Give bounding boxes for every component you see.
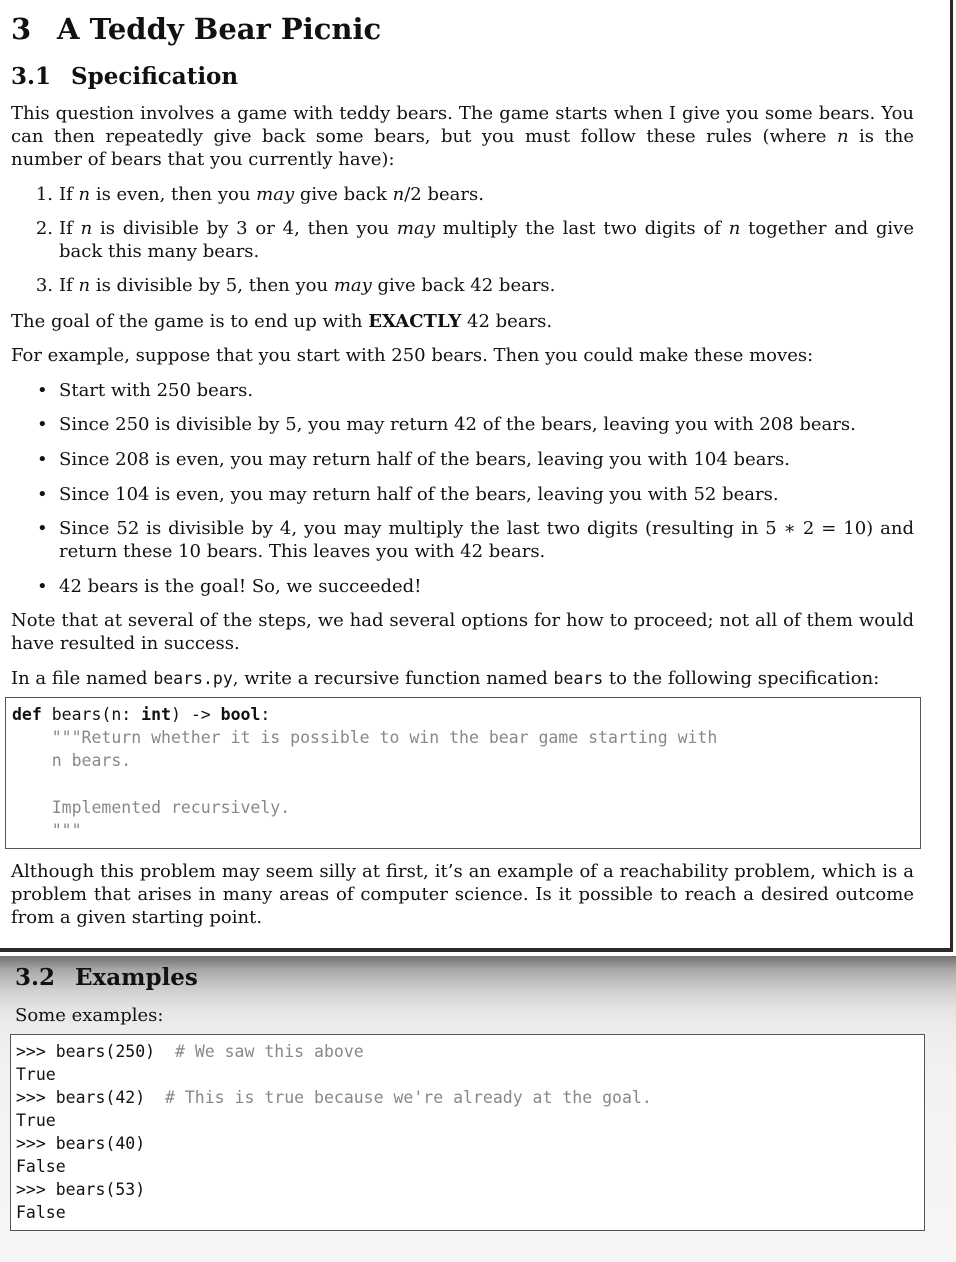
code-docstring: """	[12, 821, 82, 840]
rule-text: If	[59, 218, 81, 239]
code-keyword: bool	[220, 705, 261, 724]
bullet-icon: •	[37, 484, 48, 505]
intro-text-end: is the number of bears that you currently have):	[11, 126, 914, 170]
section-heading	[11, 12, 381, 46]
var-n: n	[392, 184, 405, 205]
rule-emphasis: may	[333, 275, 372, 296]
bullet-icon: •	[37, 449, 48, 470]
move-text: Start with 250 bears.	[59, 380, 254, 401]
example-result: True	[16, 1065, 56, 1084]
rule-text: multiply the last two digits of	[434, 218, 729, 239]
code-text: ) ->	[170, 705, 221, 724]
example-call	[16, 1178, 145, 1201]
intro-text: This question involves a game with teddy bears. The game starts when I give you some bears. You can then repeatedly give back some bears, but you must follow these rules (where	[11, 103, 914, 147]
rule-item	[35, 274, 914, 297]
move-item	[37, 517, 914, 563]
move-text: Since 104 is even, you may return half of the bears, leaving you with 52 bears.	[59, 484, 779, 505]
rule-text: /2 bears.	[404, 184, 484, 205]
subsection-number: 3.1	[11, 63, 52, 90]
example-result: False	[16, 1203, 66, 1222]
move-item	[37, 379, 914, 402]
list-marker: 3.	[35, 275, 53, 296]
move-text: Since 52 is divisible by 4, you may multiply the last two digits (resulting in 5 ∗ 2 = 10) and return these 10 bears. This leaves you with 42 bears.	[59, 518, 914, 562]
move-item	[37, 448, 914, 471]
bullet-icon: •	[37, 518, 48, 539]
rule-text: is even, then you	[90, 184, 257, 205]
var-n: n	[78, 184, 91, 205]
move-item	[37, 413, 914, 436]
task-text: , write a recursive function named	[232, 668, 554, 689]
function-name: bears	[553, 669, 604, 688]
rule-text: is divisible by 3 or 4, then you	[92, 218, 397, 239]
var-n: n	[78, 275, 91, 296]
move-text: Since 250 is divisible by 5, you may return 42 of the bears, leaving you with 208 bears.	[59, 414, 856, 435]
call-comment: # We saw this above	[155, 1042, 364, 1061]
subsection-title: Examples	[75, 964, 198, 991]
example-result: False	[16, 1157, 66, 1176]
call-text: >>> bears(250)	[16, 1042, 156, 1061]
call-text: >>> bears(42)	[16, 1088, 146, 1107]
goal-emphasis: EXACTLY	[368, 311, 462, 332]
goal-text-end: 42 bears.	[461, 311, 553, 332]
example-call	[16, 1040, 364, 1063]
code-text: bears(n:	[41, 705, 142, 724]
rule-text: give back	[294, 184, 393, 205]
rule-text: together and give back this many bears.	[59, 218, 914, 262]
move-item	[37, 483, 914, 506]
goal-text: The goal of the game is to end up with	[11, 311, 369, 332]
code-text: :	[260, 705, 271, 724]
var-n: n	[728, 218, 741, 239]
subsection-number: 3.2	[15, 964, 56, 991]
file-name: bears.py	[153, 669, 233, 688]
subsection-heading-spec	[11, 63, 238, 91]
example-intro: For example, suppose that you start with 250 bears. Then you could make these moves:	[11, 345, 814, 366]
code-keyword: def	[12, 705, 42, 724]
move-text: 42 bears is the goal! So, we succeeded!	[59, 576, 422, 597]
code-keyword: int	[141, 705, 171, 724]
rule-item	[35, 217, 914, 263]
code-docstring: n bears.	[12, 751, 132, 770]
note-paragraph: Note that at several of the steps, we had several options for how to proceed; not all of them would have resulted in success.	[11, 610, 914, 654]
bullet-icon: •	[37, 576, 48, 597]
task-text: In a file named	[11, 668, 154, 689]
move-item	[37, 575, 914, 598]
goal-paragraph	[11, 310, 914, 333]
closing-paragraph: Although this problem may seem silly at first, it’s an example of a reachability problem, which is a problem that arises in many areas of computer science. Is it possible to reach a desired outcome from a given starting point.	[11, 861, 914, 928]
section-number: 3	[11, 12, 32, 46]
task-paragraph	[11, 667, 914, 690]
example-result: True	[16, 1111, 56, 1130]
example-call	[16, 1086, 652, 1109]
subsection-heading-examples	[15, 964, 198, 992]
code-block	[5, 697, 921, 849]
var-n: n	[80, 218, 93, 239]
rule-emphasis: may	[256, 184, 295, 205]
bullet-icon: •	[37, 414, 48, 435]
examples-block	[10, 1034, 925, 1231]
rule-text: is divisible by 5, then you	[90, 275, 334, 296]
examples-intro: Some examples:	[15, 1005, 164, 1026]
example-call	[16, 1132, 145, 1155]
list-marker: 1.	[35, 184, 53, 205]
call-text: >>> bears(53)	[16, 1180, 146, 1199]
rule-text: give back 42 bears.	[371, 275, 556, 296]
move-text: Since 208 is even, you may return half of the bears, leaving you with 104 bears.	[59, 449, 791, 470]
section-title: A Teddy Bear Picnic	[57, 12, 382, 46]
rule-item	[35, 183, 914, 206]
rule-emphasis: may	[396, 218, 435, 239]
rule-text: If	[59, 184, 79, 205]
list-marker: 2.	[35, 218, 53, 239]
call-comment: # This is true because we're already at the goal.	[145, 1088, 652, 1107]
rule-text: If	[59, 275, 79, 296]
code-signature	[12, 703, 270, 726]
code-docstring: """Return whether it is possible to win the bear game starting with	[12, 728, 718, 747]
var-n: n	[836, 126, 849, 147]
subsection-title: Specification	[71, 63, 239, 90]
code-docstring: Implemented recursively.	[12, 798, 291, 817]
call-text: >>> bears(40)	[16, 1134, 146, 1153]
bullet-icon: •	[37, 380, 48, 401]
intro-paragraph	[11, 102, 914, 171]
task-text-end: to the following specification:	[603, 668, 880, 689]
